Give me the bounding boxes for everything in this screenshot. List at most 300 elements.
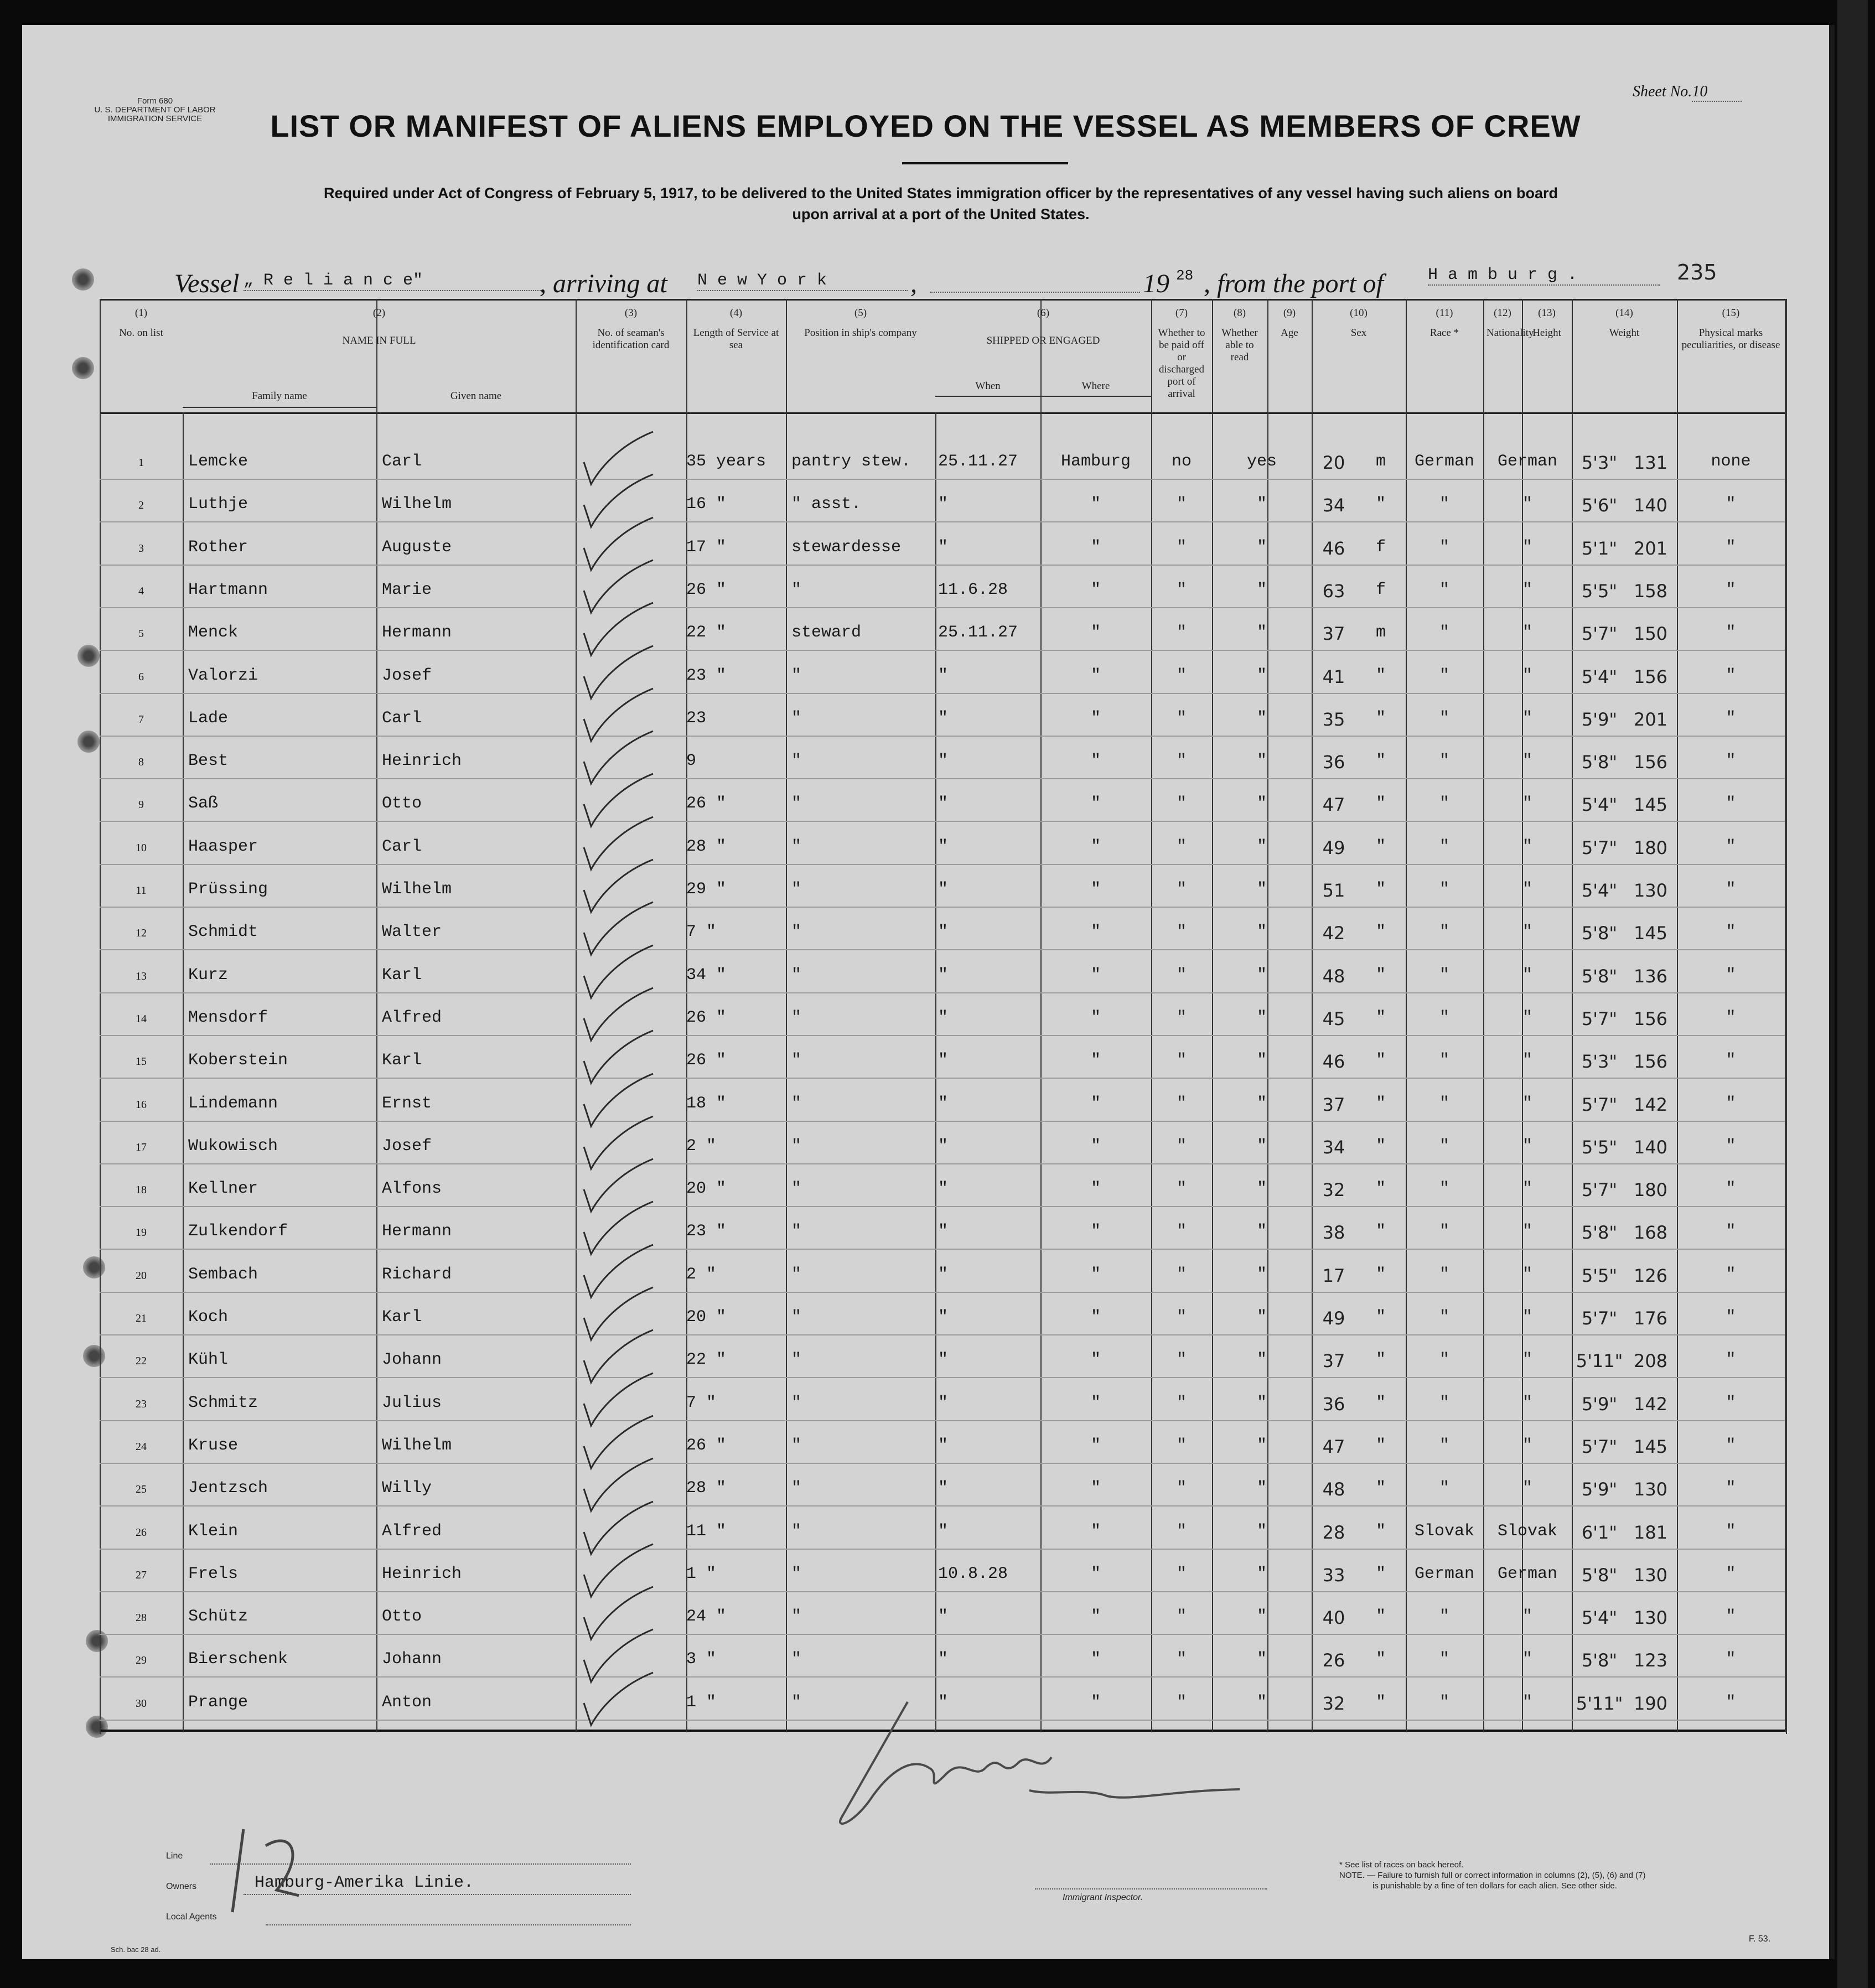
engaged-date: " [938,965,949,985]
paid-off: " [1176,1564,1187,1583]
race-value: " [1439,1051,1449,1070]
service-length: 1 " [686,1692,717,1712]
height-value: 5'8" [1581,923,1618,944]
engaged-place: " [1090,1393,1101,1412]
row-number: 18 [136,1184,147,1197]
given-name: Alfons [382,1179,442,1199]
ship-position: " [791,1051,802,1070]
nationality-value: German [1497,452,1558,471]
column-label: NAME IN FULL [342,335,416,346]
engaged-place: " [1090,1350,1101,1370]
form-number: Form 680 [137,96,173,106]
nationality-value: " [1522,1179,1532,1199]
engaged-date: " [938,708,949,728]
engaged-date: " [938,1479,949,1498]
given-name: Carl [382,708,422,728]
race-value: " [1439,1222,1449,1241]
sex-value: " [1375,1393,1386,1412]
given-name: Hermann [382,623,452,643]
marks-value: " [1726,1051,1736,1070]
engaged-date: " [938,1393,949,1412]
engaged-date: " [938,1308,949,1327]
age-value: 47 [1322,794,1345,816]
engaged-place: " [1090,623,1101,643]
column-label: No. of seaman's identification card [592,327,670,351]
given-name: Karl [382,965,422,985]
local-agents-label: Local Agents [166,1912,217,1922]
ship-position: " [791,752,802,771]
sex-value: " [1375,1479,1386,1498]
height-value: 5'4" [1581,1607,1618,1629]
column-label: Nationality [1486,327,1534,339]
weight-value: 180 [1633,837,1668,858]
nationality-value: " [1522,880,1532,899]
engaged-place: " [1090,537,1101,557]
nationality-value: " [1522,923,1532,942]
ship-position: " [791,923,802,942]
engaged-place: " [1090,1436,1101,1455]
sex-value: " [1375,1308,1386,1327]
ship-position: " [791,1008,802,1027]
height-value: 5'7" [1581,1094,1618,1115]
family-name: Prange [188,1692,248,1712]
race-value: " [1439,1607,1449,1627]
row-rule [100,607,1785,608]
age-value: 26 [1322,1650,1345,1671]
row-number: 4 [138,584,144,597]
nationality-value: " [1522,1136,1532,1156]
service-length: 26 " [686,1051,727,1070]
sex-value: " [1375,1179,1386,1199]
age-value: 46 [1322,537,1345,559]
column-header [1151,307,1212,400]
engaged-date: 25.11.27 [938,623,1018,643]
height-value: 5'3" [1581,452,1618,473]
engaged-place: " [1090,1564,1101,1583]
column-label: Length of Service at sea [693,327,779,351]
owners-label: Owners [166,1882,197,1891]
race-value: " [1439,666,1449,685]
nationality-value: " [1522,1094,1532,1113]
row-rule [100,1121,1785,1122]
family-name: Schmidt [188,923,258,942]
engaged-date: " [938,495,949,514]
year-prefix: 19 [1143,269,1169,298]
paid-off: " [1176,1179,1187,1199]
engaged-date: " [938,1650,949,1669]
engaged-place: " [1090,1094,1101,1113]
paid-off: " [1176,1692,1187,1712]
column-number: (6) [1037,307,1050,319]
marks-value: " [1726,1521,1736,1541]
race-value: " [1439,708,1449,728]
weight-value: 145 [1633,1436,1668,1457]
row-number: 8 [138,756,144,769]
given-name: Heinrich [382,1564,462,1583]
able-to-read: " [1256,1308,1267,1327]
family-name: Rother [188,537,248,557]
paid-off: " [1176,623,1187,643]
nationality-value: " [1522,666,1532,685]
inspector-signature [819,1691,1317,1846]
service-length: 7 " [686,1393,717,1412]
ship-position: " [791,708,802,728]
footnote [1339,1860,1646,1891]
weight-value: 140 [1633,1136,1668,1158]
sex-value: " [1375,1650,1386,1669]
given-name: Wilhelm [382,495,452,514]
column-number: (8) [1233,307,1246,319]
age-value: 37 [1322,1094,1345,1115]
weight-value: 176 [1633,1308,1668,1329]
departure-port: H a m b u r g . [1428,266,1660,286]
column-divider [576,299,577,1732]
given-name: Ernst [382,1094,432,1113]
arrival-port: N e w Y o r k [697,271,908,291]
subtitle-line: upon arrival at a port of the United States. [792,206,1090,222]
nationality-value: " [1522,1650,1532,1669]
engaged-date: " [938,1265,949,1284]
given-name: Josef [382,1136,432,1156]
date-blank [930,291,1140,293]
column-subheader: Given name [450,390,502,402]
nationality-value: " [1522,1393,1532,1412]
given-name: Richard [382,1265,452,1284]
engaged-place: " [1090,1607,1101,1627]
agents-blank [266,1923,631,1925]
race-value: " [1439,752,1449,771]
weight-value: 156 [1633,752,1668,773]
paid-off: " [1176,965,1187,985]
given-name: Karl [382,1051,422,1070]
row-rule [100,1549,1785,1550]
row-rule [100,693,1785,694]
service-length: 23 " [686,666,727,685]
race-value: German [1414,1564,1475,1583]
ship-position: " [791,1650,802,1669]
engaged-date: " [938,880,949,899]
row-rule [100,479,1785,480]
year-suffix: 28 [1176,267,1194,284]
age-value: 34 [1322,1136,1345,1158]
marks-value: " [1726,666,1736,685]
nationality-value: " [1522,1350,1532,1370]
age-value: 48 [1322,1479,1345,1500]
column-divider [183,412,184,1732]
inspector-label: Immigrant Inspector. [1063,1893,1143,1902]
sex-value: m [1375,452,1386,471]
race-value: " [1439,1308,1449,1327]
weight-value: 130 [1633,1607,1668,1629]
paid-off: " [1176,1265,1187,1284]
height-value: 5'8" [1581,752,1618,773]
row-rule [100,1035,1785,1036]
marks-value: " [1726,537,1736,557]
row-number: 19 [136,1226,147,1239]
service-length: 35 years [686,452,766,471]
paid-off: " [1176,1308,1187,1327]
service-length: 7 " [686,923,717,942]
family-name: Zulkendorf [188,1222,288,1241]
engaged-place: " [1090,965,1101,985]
engaged-place: " [1090,1179,1101,1199]
column-header [1406,307,1483,339]
sheet-value: 10 [1692,83,1742,102]
able-to-read: " [1256,1436,1267,1455]
weight-value: 156 [1633,1051,1668,1073]
sex-value: " [1375,880,1386,899]
able-to-read: " [1256,880,1267,899]
ship-position: " [791,1136,802,1156]
row-number: 23 [136,1397,147,1410]
sex-value: " [1375,837,1386,856]
ship-position: " [791,1521,802,1541]
column-label: Whether able to read [1221,327,1258,363]
row-rule [100,949,1785,950]
engaged-date: " [938,1436,949,1455]
column-label: Position in ship's company [804,327,917,339]
page-title: LIST OR MANIFEST OF ALIENS EMPLOYED ON THE VESSEL AS MEMBERS OF CREW [270,108,1581,143]
marks-value: " [1726,1222,1736,1241]
row-rule [100,821,1785,822]
height-value: 5'7" [1581,837,1618,858]
race-value: " [1439,1008,1449,1027]
ship-position: " [791,1393,802,1412]
height-value: 5'8" [1581,1650,1618,1671]
able-to-read: " [1256,580,1267,599]
race-value: " [1439,923,1449,942]
engaged-place: " [1090,880,1101,899]
ship-position: " [791,1479,802,1498]
able-to-read: " [1256,1179,1267,1199]
sex-value: m [1375,623,1386,643]
row-number: 21 [136,1312,147,1324]
column-number: (13) [1538,307,1556,319]
row-number: 28 [136,1612,147,1624]
marks-value: " [1726,1008,1736,1027]
able-to-read: " [1256,1094,1267,1113]
column-label: Physical marks peculiarities, or disease [1681,327,1780,351]
footnote-line: NOTE. — Failure to furnish full or correct information in columns (2), (5), (6) and (7) [1339,1871,1646,1880]
marks-value: " [1726,1136,1736,1156]
ship-position: pantry stew. [791,452,911,471]
nationality-value: " [1522,708,1532,728]
column-header [1267,307,1312,339]
column-header [576,307,686,351]
service-length: 9 [686,752,697,771]
column-header [183,307,576,347]
given-name: Otto [382,1607,422,1627]
race-value: " [1439,1650,1449,1669]
engaged-date: " [938,1179,949,1199]
engaged-date: 10.8.28 [938,1564,1008,1583]
punch-hole [72,268,94,291]
engaged-date: " [938,1051,949,1070]
engaged-place: " [1090,923,1101,942]
column-number: (14) [1615,307,1633,319]
paid-off: " [1176,1222,1187,1241]
row-rule [100,1292,1785,1293]
nationality-value: " [1522,1436,1532,1455]
race-value: " [1439,1179,1449,1199]
family-name: Saß [188,794,219,814]
column-number: (10) [1350,307,1368,319]
able-to-read: " [1256,1008,1267,1027]
column-header [1572,307,1677,339]
column-number: (11) [1436,307,1453,319]
age-value: 36 [1322,752,1345,773]
age-value: 32 [1322,1179,1345,1201]
marks-value: " [1726,837,1736,856]
weight-value: 181 [1633,1521,1668,1543]
service-length: 2 " [686,1136,717,1156]
nationality-value: " [1522,837,1532,856]
family-name: Koch [188,1308,229,1327]
weight-value: 150 [1633,623,1668,645]
family-name: Jentzsch [188,1479,268,1498]
vessel-name: „ R e l i a n c e" [244,271,542,291]
paid-off: " [1176,1008,1187,1027]
engaged-place: " [1090,1008,1101,1027]
row-rule [100,864,1785,865]
ship-position: " [791,1222,802,1241]
paid-off: " [1176,1521,1187,1541]
race-value: " [1439,1265,1449,1284]
engaged-place: " [1090,1692,1101,1712]
service-length: 26 " [686,794,727,814]
race-value: " [1439,1436,1449,1455]
paid-off: " [1176,923,1187,942]
family-name: Prüssing [188,880,268,899]
subheader-rule [935,396,1151,397]
nationality-value: " [1522,965,1532,985]
page-edge [1837,0,1868,1988]
age-value: 37 [1322,623,1345,645]
height-value: 5'8" [1581,1564,1618,1586]
column-divider [376,299,377,1732]
weight-value: 201 [1633,708,1668,730]
ship-position: " [791,1350,802,1370]
column-divider [786,299,787,1732]
engaged-place: " [1090,666,1101,685]
given-name: Carl [382,452,422,471]
row-number: 3 [138,542,144,555]
given-name: Carl [382,837,422,856]
marks-value: " [1726,1308,1736,1327]
age-value: 34 [1322,495,1345,516]
family-name: Lindemann [188,1094,278,1113]
subtitle-line: Required under Act of Congress of February 5, 1917, to be delivered to the United States immigration officer by the representatives of any vessel having such aliens on board [323,185,1558,201]
service-length: 29 " [686,880,727,899]
height-value: 5'9" [1581,1479,1618,1500]
able-to-read: " [1256,1136,1267,1156]
marks-value: " [1726,1350,1736,1370]
height-value: 5'8" [1581,1222,1618,1244]
row-rule [100,565,1785,566]
service-length: 20 " [686,1179,727,1199]
service-length: 1 " [686,1564,717,1583]
race-value: " [1439,1350,1449,1370]
weight-value: 145 [1633,794,1668,816]
paid-off: " [1176,1051,1187,1070]
engaged-place: " [1090,1521,1101,1541]
column-number: (9) [1283,307,1296,319]
ship-position: " asst. [791,495,862,514]
sex-value: f [1375,537,1386,557]
race-value: " [1439,1136,1449,1156]
schedule-code: Sch. bac 28 ad. [111,1945,161,1954]
able-to-read: " [1256,1607,1267,1627]
sheet-number [1633,83,1742,102]
height-value: 5'1" [1581,537,1618,559]
service-line: IMMIGRATION SERVICE [107,114,203,123]
age-value: 37 [1322,1350,1345,1372]
nationality-value: German [1497,1564,1558,1583]
column-number: (7) [1175,307,1188,319]
given-name: Otto [382,794,422,814]
family-name: Mensdorf [188,1008,268,1027]
sex-value: " [1375,1265,1386,1284]
height-value: 5'5" [1581,1136,1618,1158]
form-code: F. 53. [1749,1934,1771,1944]
column-header [1522,307,1572,339]
engaged-place: " [1090,1265,1101,1284]
column-number: (12) [1494,307,1511,319]
engaged-date: 25.11.27 [938,452,1018,471]
paid-off: " [1176,1436,1187,1455]
engaged-date: " [938,837,949,856]
weight-value: 190 [1633,1692,1668,1714]
race-value: German [1414,452,1475,471]
engaged-date: 11.6.28 [938,580,1008,599]
comma: , [910,269,917,298]
weight-value: 130 [1633,1564,1668,1586]
handwritten-mark [221,1824,310,1918]
marks-value: " [1726,1650,1736,1669]
able-to-read: " [1256,794,1267,814]
column-label: Age [1281,327,1298,339]
weight-value: 168 [1633,1222,1668,1244]
column-label: SHIPPED OR ENGAGED [986,335,1100,346]
race-value: " [1439,880,1449,899]
weight-value: 140 [1633,495,1668,516]
row-rule [100,778,1785,779]
service-length: 23 [686,708,707,728]
able-to-read: " [1256,752,1267,771]
row-number: 29 [136,1654,147,1667]
column-number: (1) [134,307,148,319]
race-value: " [1439,837,1449,856]
marks-value: " [1726,965,1736,985]
marks-value: " [1726,923,1736,942]
row-rule [100,907,1785,908]
engaged-place: " [1090,708,1101,728]
row-number: 26 [136,1526,147,1539]
punch-hole [77,731,100,753]
paid-off: " [1176,1094,1187,1113]
weight-value: 156 [1633,1008,1668,1029]
sex-value: " [1375,495,1386,514]
engaged-date: " [938,666,949,685]
weight-value: 208 [1633,1350,1668,1372]
engaged-place: " [1090,794,1101,814]
engaged-date: " [938,1521,949,1541]
ship-position: " [791,580,802,599]
sex-value: " [1375,1222,1386,1241]
column-header [786,307,935,339]
engaged-date: " [938,1692,949,1712]
row-number: 10 [136,841,147,854]
